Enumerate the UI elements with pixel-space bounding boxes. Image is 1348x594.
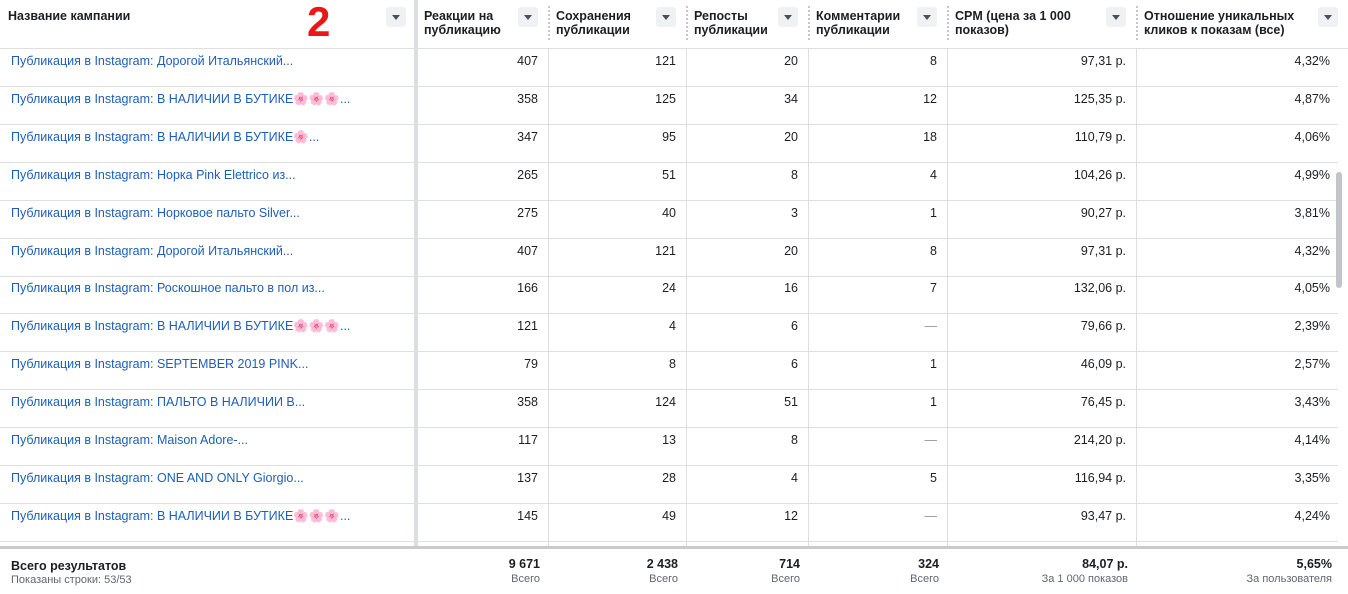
saves-cell: 49 — [662, 508, 676, 523]
ctr-cell: 3,35% — [1294, 470, 1330, 485]
total-value: 324 — [918, 557, 939, 571]
campaign-link[interactable]: Публикация в Instagram: Норка Pink Elettrico из... — [11, 167, 296, 182]
comments-cell: 1 — [930, 205, 937, 220]
shares-cell: 8 — [791, 167, 798, 182]
table-row[interactable] — [0, 427, 1338, 466]
reactions-cell: 166 — [517, 281, 538, 296]
ctr-cell: 4,24% — [1294, 508, 1330, 523]
shares-cell: 34 — [784, 91, 798, 106]
ctr-cell: 4,32% — [1294, 243, 1330, 258]
saves-cell: 124 — [655, 395, 676, 410]
comments-cell: 1 — [930, 357, 937, 372]
total-value: 2 438 — [646, 557, 678, 571]
saves-cell: 13 — [662, 433, 676, 447]
total-saves — [548, 549, 686, 594]
cpm-cell: 125,35 р. — [1073, 91, 1126, 106]
total-value: 9 671 — [508, 557, 540, 571]
reactions-cell: 358 — [517, 91, 538, 106]
shares-cell: 20 — [784, 129, 798, 144]
cpm-cell: 97,31 р. — [1080, 243, 1126, 258]
ctr-cell: 4,06% — [1294, 129, 1330, 144]
comments-cell: — — [924, 508, 937, 523]
campaign-link[interactable]: Публикация в Instagram: Дорогой Итальянский... — [11, 54, 294, 68]
header-label: Отношение уникальных кликов к показам (все) — [1144, 9, 1295, 37]
campaign-name-cell — [0, 275, 416, 312]
total-comments — [808, 549, 947, 594]
header-name[interactable] — [0, 0, 416, 48]
cpm-cell: 76,45 р. — [1080, 395, 1126, 410]
total-sub: За 1 000 показов — [1041, 573, 1128, 585]
campaign-name-cell — [0, 389, 416, 426]
table-row[interactable] — [0, 313, 1338, 352]
shares-cell: 16 — [784, 281, 798, 296]
header-label: CPM (цена за 1 000 показов) — [955, 9, 1071, 37]
saves-cell: 24 — [662, 281, 676, 296]
comments-cell: 8 — [930, 54, 937, 68]
cpm-cell: 90,27 р. — [1080, 205, 1126, 220]
table-row[interactable] — [0, 351, 1338, 390]
reactions-cell: 358 — [517, 395, 538, 410]
header-label: Реакции на публикацию — [424, 9, 501, 37]
totals-row — [0, 546, 1348, 594]
cpm-cell: 132,06 р. — [1073, 281, 1126, 296]
total-sub: Всего — [511, 573, 540, 585]
chevron-down-icon[interactable] — [778, 7, 798, 27]
chevron-down-icon[interactable] — [518, 7, 538, 27]
campaign-link[interactable]: Публикация в Instagram: В НАЛИЧИИ В БУТИКЕ🌸🌸🌸... — [11, 91, 351, 106]
header-shares[interactable] — [686, 0, 808, 48]
comments-cell: 8 — [930, 243, 937, 258]
campaign-name-cell — [0, 313, 416, 350]
cpm-cell: 97,31 р. — [1080, 54, 1126, 68]
campaign-link[interactable]: Публикация в Instagram: В НАЛИЧИИ В БУТИКЕ🌸🌸🌸... — [11, 508, 351, 523]
ctr-cell: 2,57% — [1294, 357, 1330, 372]
campaign-link[interactable]: Публикация в Instagram: Дорогой Итальянский... — [11, 243, 294, 258]
reactions-cell: 117 — [518, 433, 538, 447]
campaign-link[interactable]: Публикация в Instagram: ПАЛЬТО В НАЛИЧИИ В... — [11, 395, 306, 410]
comments-cell: 18 — [923, 129, 937, 144]
campaign-link[interactable]: Публикация в Instagram: Роскошное пальто в пол из... — [11, 281, 325, 296]
campaign-link[interactable]: Публикация в Instagram: Maison Adore-... — [11, 433, 248, 447]
comments-cell: 5 — [930, 470, 937, 485]
campaign-name-cell — [0, 86, 416, 123]
chevron-down-icon[interactable] — [917, 7, 937, 27]
cpm-cell: 214,20 р. — [1073, 433, 1126, 447]
comments-cell: 12 — [923, 91, 937, 106]
header-label: Название кампании — [8, 9, 131, 23]
saves-cell: 51 — [662, 167, 676, 182]
cpm-cell: 79,66 р. — [1080, 319, 1126, 334]
cpm-cell: 104,26 р. — [1073, 167, 1126, 182]
header-label: Комментарии публикации — [816, 9, 901, 37]
table-row[interactable] — [0, 503, 1338, 542]
total-value: 5,65% — [1296, 557, 1332, 571]
column-divider — [548, 48, 549, 546]
chevron-down-icon[interactable] — [386, 7, 406, 27]
ctr-cell: 4,32% — [1294, 54, 1330, 68]
campaign-name-cell — [0, 238, 416, 275]
header-label: Репосты публикации — [694, 9, 768, 37]
table-row[interactable] — [0, 200, 1338, 239]
saves-cell: 121 — [655, 54, 676, 68]
shares-cell: 8 — [791, 433, 798, 447]
campaign-link[interactable]: Публикация в Instagram: ONE AND ONLY Giorgio... — [11, 470, 304, 485]
reactions-cell: 79 — [524, 357, 538, 372]
campaign-name-cell — [0, 162, 416, 199]
shares-cell: 6 — [791, 357, 798, 372]
cpm-cell: 46,09 р. — [1080, 357, 1126, 372]
table-row[interactable] — [0, 86, 1338, 125]
column-resize-handle[interactable] — [686, 6, 688, 40]
table-row[interactable] — [0, 162, 1338, 201]
ctr-cell: 4,05% — [1294, 281, 1330, 296]
comments-cell: 4 — [930, 167, 937, 182]
saves-cell: 121 — [655, 243, 676, 258]
table-header — [0, 0, 1348, 49]
reactions-cell: 407 — [517, 54, 538, 68]
saves-cell: 8 — [669, 357, 676, 372]
saves-cell: 95 — [662, 129, 676, 144]
campaign-link[interactable]: Публикация в Instagram: В НАЛИЧИИ В БУТИКЕ🌸🌸🌸... — [11, 319, 351, 334]
comments-cell: 1 — [930, 395, 937, 410]
total-cpm — [947, 549, 1136, 594]
table-row[interactable] — [0, 275, 1338, 314]
campaign-name-cell — [0, 351, 416, 388]
chevron-down-icon[interactable] — [1318, 7, 1338, 27]
column-divider — [947, 48, 948, 546]
header-saves[interactable] — [548, 0, 686, 48]
shares-cell: 12 — [784, 508, 798, 523]
ctr-cell: 3,43% — [1294, 395, 1330, 410]
reactions-cell: 121 — [517, 319, 538, 334]
ctr-cell: 4,14% — [1294, 433, 1330, 447]
reactions-cell: 265 — [517, 167, 538, 182]
shares-cell: 6 — [791, 319, 798, 334]
shares-cell: 51 — [784, 395, 798, 410]
reactions-cell: 347 — [517, 129, 538, 144]
cpm-cell: 93,47 р. — [1080, 508, 1126, 523]
total-ctr — [1136, 549, 1340, 594]
saves-cell: 125 — [655, 91, 676, 106]
totals-title-cell — [0, 549, 414, 594]
table-row[interactable] — [0, 124, 1338, 163]
frozen-column-divider — [414, 0, 418, 591]
column-divider — [686, 48, 687, 546]
column-resize-handle[interactable] — [947, 6, 949, 40]
header-reactions[interactable] — [416, 0, 548, 48]
column-divider — [808, 48, 809, 546]
saves-cell: 28 — [662, 470, 676, 485]
column-resize-handle[interactable] — [1136, 6, 1138, 40]
vertical-scrollbar[interactable] — [1336, 172, 1342, 288]
campaign-name-cell — [0, 124, 416, 161]
shares-cell: 4 — [791, 470, 798, 485]
cpm-cell: 110,79 р. — [1074, 129, 1126, 144]
saves-cell: 40 — [662, 205, 676, 220]
campaign-link[interactable]: Публикация в Instagram: В НАЛИЧИИ В БУТИКЕ🌸... — [11, 129, 320, 144]
table-row[interactable] — [0, 48, 1338, 87]
chevron-down-icon[interactable] — [656, 7, 676, 27]
campaign-name-cell — [0, 503, 416, 540]
reactions-cell: 137 — [517, 470, 538, 485]
campaign-name-cell — [0, 427, 416, 464]
campaign-name-cell — [0, 465, 416, 502]
table-row[interactable] — [0, 465, 1338, 504]
table-row[interactable] — [0, 389, 1338, 428]
column-resize-handle[interactable] — [808, 6, 810, 40]
shares-cell: 20 — [784, 243, 798, 258]
comments-cell: 7 — [930, 281, 937, 296]
reactions-cell: 275 — [517, 205, 538, 220]
total-value: 84,07 р. — [1082, 557, 1128, 571]
annotation-number: 2 — [307, 0, 331, 45]
total-sub: Всего — [771, 573, 800, 585]
header-cpm[interactable] — [947, 0, 1136, 48]
column-resize-handle[interactable] — [548, 6, 550, 40]
campaign-link[interactable]: Публикация в Instagram: SEPTEMBER 2019 PINK... — [11, 357, 309, 372]
chevron-down-icon[interactable] — [1106, 7, 1126, 27]
rows-shown-note: Показаны строки: 53/53 — [11, 574, 132, 586]
total-shares — [686, 549, 808, 594]
ctr-cell: 2,39% — [1294, 319, 1330, 334]
shares-cell: 3 — [791, 205, 798, 220]
ctr-cell: 4,87% — [1294, 91, 1330, 106]
header-label: Сохранения публикации — [556, 9, 631, 37]
shares-cell: 20 — [784, 54, 798, 68]
campaign-link[interactable]: Публикация в Instagram: Норковое пальто Silver... — [11, 205, 300, 220]
table-row[interactable] — [0, 238, 1338, 277]
cpm-cell: 116,94 р. — [1074, 470, 1126, 485]
header-ctr[interactable] — [1136, 0, 1348, 48]
totals-title: Всего результатов — [11, 559, 127, 573]
saves-cell: 4 — [669, 319, 676, 334]
total-sub: За пользователя — [1246, 573, 1332, 585]
total-sub: Всего — [910, 573, 939, 585]
total-sub: Всего — [649, 573, 678, 585]
column-divider — [1136, 48, 1137, 546]
reactions-cell: 145 — [517, 508, 538, 523]
total-value: 714 — [779, 557, 800, 571]
total-reactions — [418, 549, 548, 594]
comments-cell: — — [924, 319, 937, 334]
reactions-cell: 407 — [517, 243, 538, 258]
campaign-name-cell — [0, 200, 416, 237]
ctr-cell: 3,81% — [1294, 205, 1330, 220]
header-comments[interactable] — [808, 0, 947, 48]
comments-cell: — — [924, 433, 937, 447]
campaign-name-cell — [0, 48, 416, 85]
ctr-cell: 4,99% — [1294, 167, 1330, 182]
